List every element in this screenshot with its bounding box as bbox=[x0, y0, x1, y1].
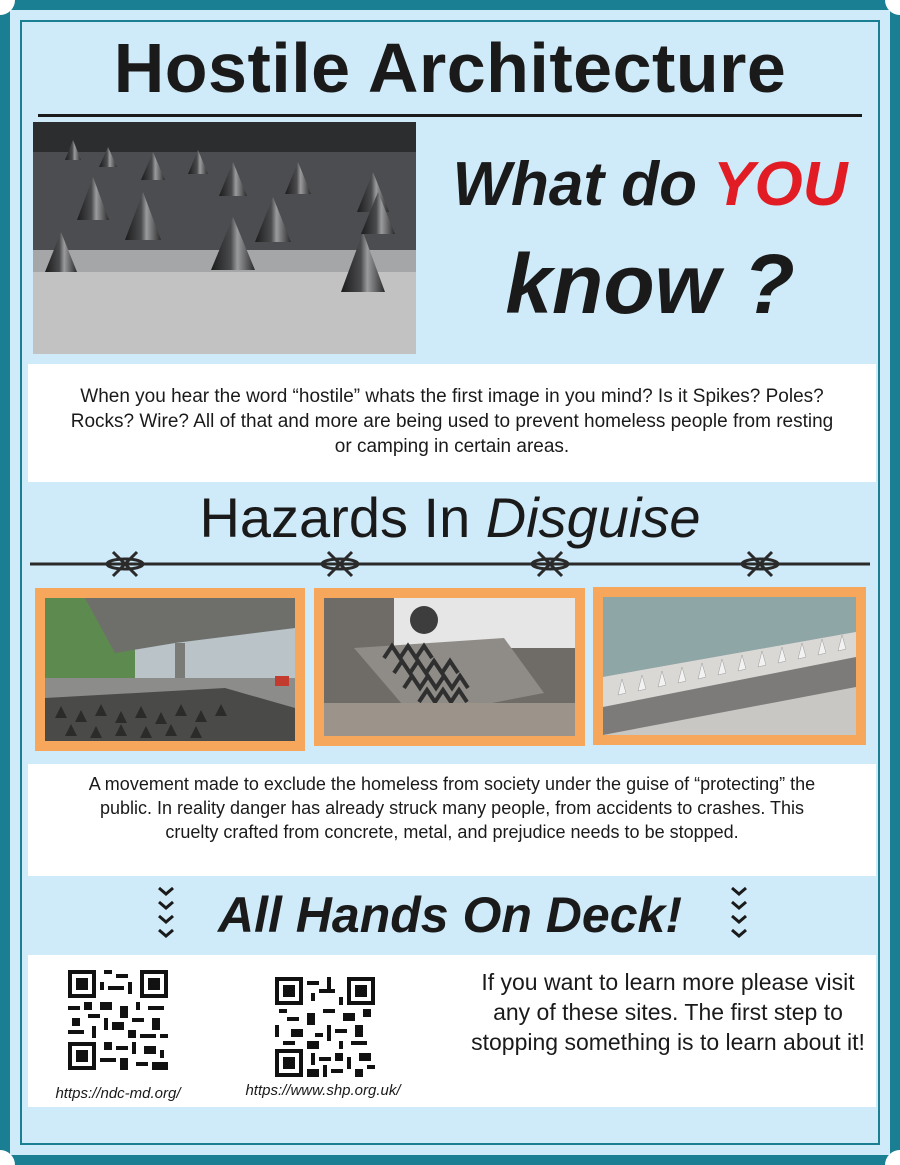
hazard-photo-frame bbox=[593, 587, 866, 745]
link-url[interactable]: https://ndc-md.org/ bbox=[55, 1085, 181, 1102]
description-text: A movement made to exclude the homeless from society under the guise of “protecting” the public. In reality danger has already struck many people, from accidents to crashes. This cruelty crafted from concrete, metal, and prejudice needs to be stopped. bbox=[88, 774, 816, 842]
question-line-1 bbox=[420, 150, 880, 220]
learn-more-text: If you want to learn more please visit any of these sites. The first step to stopping something is to learn about it! bbox=[471, 969, 865, 1055]
intro-panel bbox=[28, 364, 876, 482]
hazard-photo-frame bbox=[35, 588, 305, 751]
title-underline bbox=[38, 114, 862, 117]
poster-title: Hostile Architecture bbox=[113, 29, 787, 107]
call-to-action: All Hands On Deck! bbox=[218, 887, 682, 943]
hazards-heading bbox=[30, 485, 870, 551]
resources-panel bbox=[28, 955, 876, 1107]
hazards-heading-italic: Disguise bbox=[485, 486, 701, 549]
question-line-2: know ? bbox=[505, 237, 795, 331]
question-prefix: What do bbox=[452, 150, 714, 219]
grate-spikes-photo bbox=[324, 598, 575, 736]
overpass-spikes-photo bbox=[45, 598, 295, 741]
hazards-heading-regular: Hazards In bbox=[199, 486, 486, 549]
chevron-down-icon bbox=[728, 884, 750, 946]
spikes-photo bbox=[33, 122, 416, 354]
question-emphasis: YOU bbox=[713, 150, 848, 219]
description-panel bbox=[28, 764, 876, 876]
ledge-spikes-photo bbox=[603, 597, 856, 735]
qr-code-shp[interactable] bbox=[275, 977, 375, 1077]
hazard-photo-frame bbox=[314, 588, 585, 746]
link-url[interactable]: https://www.shp.org.uk/ bbox=[245, 1082, 401, 1099]
qr-code-ndc[interactable] bbox=[68, 970, 168, 1070]
intro-text: When you hear the word “hostile” whats the first image in you mind? Is it Spikes? Poles? Rocks? Wire? All of that and more are being used to prevent homeless people from resting or camping in certain areas. bbox=[70, 386, 834, 457]
barbed-wire-divider bbox=[30, 548, 870, 580]
